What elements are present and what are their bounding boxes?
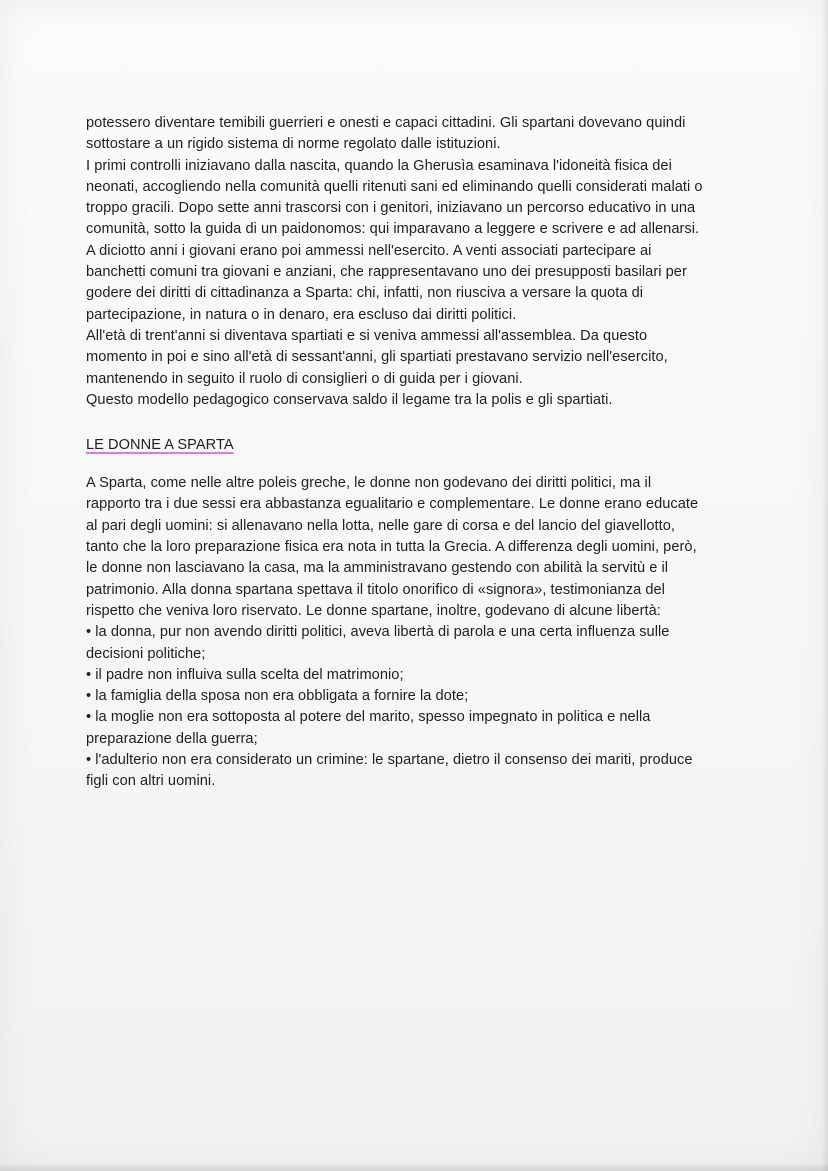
paragraph-pedagogical-model: Questo modello pedagogico conservava saldo il legame tra la polis e gli spartiati.: [86, 391, 613, 408]
paragraph-education-intro: potessero diventare temibili guerrieri e onesti e capaci cittadini. Gli spartani dovevano quindi sottostare a un rigido sistema di norme regolato dalle istituzioni.: [86, 115, 686, 153]
bullet-item: • la moglie non era sottoposta al potere del marito, spesso impegnato in politica e nella preparazione della guerra;: [86, 709, 651, 747]
paragraph-birth-controls: I primi controlli iniziavano dalla nascita, quando la Gherusìa esaminava l'idoneità fisica dei neonati, accogliendo nella comunità quelli ritenuti sani ed eliminando quelli considerati malati o troppo gracili. Dopo sette anni trascorsi con i genitori, iniziavano un percorso educativo in una comunità, sotto la guida di un paidonomos: qui imparavano a leggere e scrivere e ad allenarsi.: [86, 157, 703, 238]
bullet-item: • la famiglia della sposa non era obbligata a fornire la dote;: [86, 688, 469, 705]
section-title-text: LE DONNE A SPARTA: [86, 437, 234, 454]
paragraph-women-sparta: A Sparta, come nelle altre poleis greche, le donne non godevano dei diritti politici, ma il rapporto tra i due sessi era abbastanza egualitario e complementare. Le donne erano educate al pari degli uomini: si allenavano nella lotta, nelle gare di corsa e del lancio del giavellotto, tanto che la loro preparazione fisica era nota in tutta la Grecia. A differenza degli uomini, però, le donne non lasciavano la casa, ma la amministravano gestendo con abilità la servitù e il patrimonio. Alla donna spartana spettava il titolo onorifico di «signora», testimonianza del rispetto che veniva loro riservato. Le donne spartane, inoltre, godevano di alcune libertà:: [86, 475, 699, 619]
bullet-item: • l'adulterio non era considerato un crimine: le spartane, dietro il consenso dei mariti, produce figli con altri uomini.: [86, 752, 693, 790]
paper-edge-shadow-bottom: [0, 1163, 828, 1171]
bullet-item: • la donna, pur non avendo diritti politici, aveva libertà di parola e una certa influenza sulle decisioni politiche;: [86, 624, 670, 662]
paragraph-thirty-sixty: All'età di trent'anni si diventava spartiati e si veniva ammessi all'assemblea. Da questo momento in poi e sino all'età di sessant'anni, gli spartiati prestavano servizio nell'esercito, mantenendo in seguito il ruolo di consiglieri o di guida per i giovani.: [86, 327, 668, 387]
paper-edge-shadow-right: [822, 0, 828, 1171]
section-title: [86, 435, 708, 455]
bullet-item: • il padre non influiva sulla scelta del matrimonio;: [86, 666, 404, 683]
document-body: [86, 113, 708, 793]
paragraph-eighteen-twenty: A diciotto anni i giovani erano poi ammessi nell'esercito. A venti associati partecipare ai banchetti comuni tra giovani e anziani, che rappresentavano uno dei presupposti basilari per godere dei diritti di cittadinanza a Sparta: chi, infatti, non riusciva a versare la quota di partecipazione, in natura o in denaro, era escluso dai diritti politici.: [86, 242, 687, 323]
